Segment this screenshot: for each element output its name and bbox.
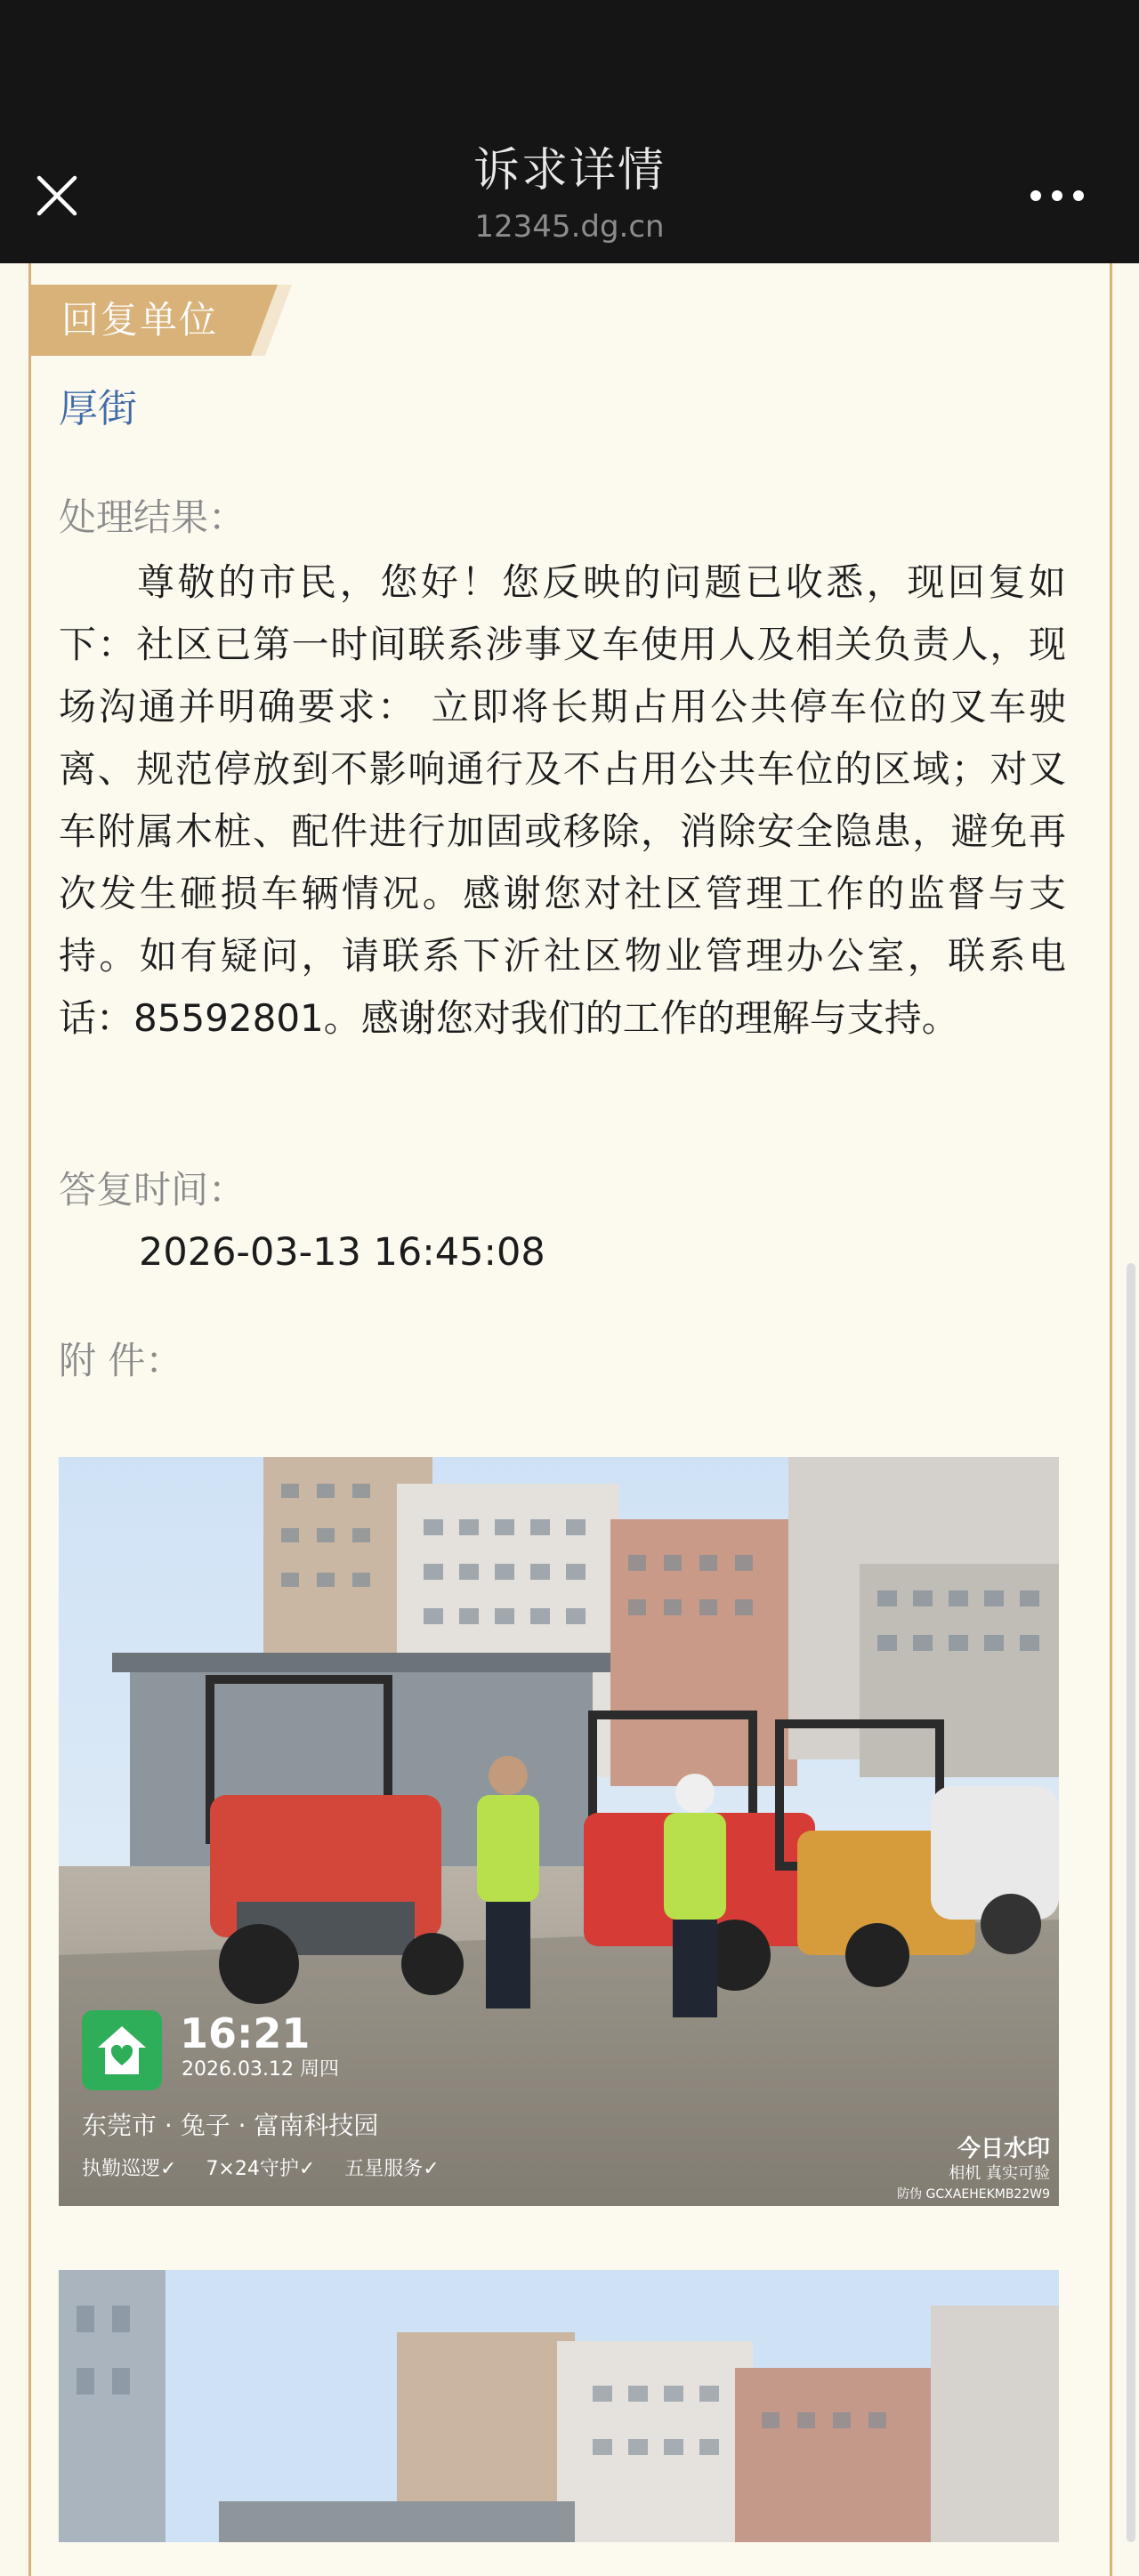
result-label: 处理结果： (59, 495, 246, 539)
result-text: 尊敬的市民，您好！您反映的问题已收悉，现回复如下：社区已第一时间联系涉事叉车使用人及相关负责人，现场沟通并明确要求： 立即将长期占用公共停车位的叉车驶离、规范停放到不影响通行及不占用公共车位的区域；对叉车附属木桩、配件进行加固或移除，消除安全隐患，避免再次发生砸损车辆情况。感谢您对社区管理工作的监督与支持。如有疑问，请联系下沂社区物业管理办公室，联系电话：85592801。感谢您对我们的工作的理解与支持。 (59, 560, 1066, 1040)
watermark-code: 防伪 GCXAEHEKMB22W9 (897, 2187, 1050, 2202)
more-button[interactable] (1025, 178, 1089, 213)
watermark-brand-sub: 相机 真实可验 (949, 2164, 1050, 2183)
reply-time-label: 答复时间： (59, 1168, 246, 1212)
scrollbar[interactable] (1127, 1263, 1135, 2542)
watermark-brand: 今日水印 (957, 2136, 1050, 2162)
watermark-tag: 7×24守护✓ (206, 2158, 316, 2180)
watermark-tag: 五星服务✓ (344, 2158, 440, 2180)
attachment-photo-1[interactable] (59, 1457, 1059, 2206)
page-domain: 12345.dg.cn (474, 209, 665, 245)
reply-time-value: 2026-03-13 16:45:08 (139, 1230, 545, 1275)
watermark-location: 东莞市 · 兔子 · 富南科技园 (82, 2111, 379, 2140)
reply-unit-name[interactable]: 厚街 (59, 386, 137, 431)
reply-unit-tag-label: 回复单位 (61, 298, 218, 342)
watermark-tag: 执勤巡逻✓ (82, 2158, 177, 2180)
watermark-time: 16:21 (180, 2009, 311, 2057)
watermark-date: 2026.03.12 周四 (182, 2058, 339, 2081)
attachment-photo-2[interactable] (59, 2270, 1059, 2542)
watermark-tags (82, 2154, 463, 2185)
attachment-label: 附 件： (59, 1339, 183, 1382)
page-title: 诉求详情 (473, 144, 666, 197)
more-icon (1025, 178, 1089, 213)
